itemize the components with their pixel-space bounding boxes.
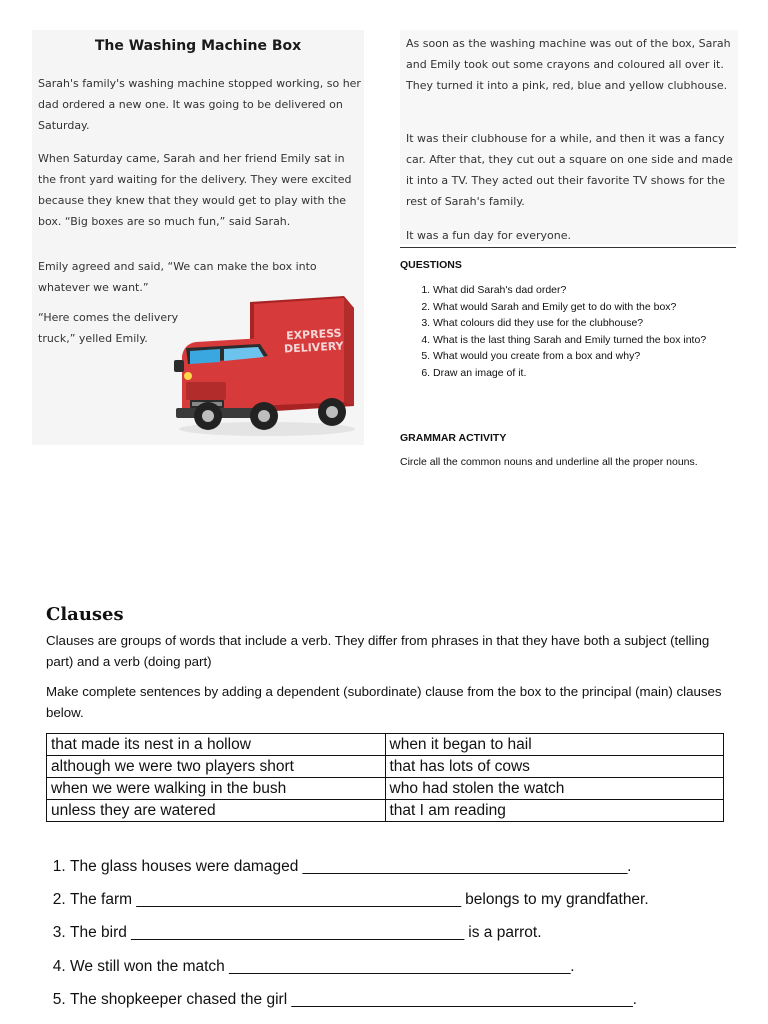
question-item: 6. Draw an image of it. — [433, 365, 768, 382]
grammar-instruction: Circle all the common nouns and underline all the proper nouns. — [400, 456, 698, 468]
sentence-start: The bird — [70, 924, 132, 942]
table-cell: when we were walking in the bush — [47, 778, 386, 800]
story-paragraph-6: It was their clubhouse for a while, and then it was a fancy car. After that, they cut out a square on one side and made it into a TV. They acted out their favorite TV shows for the rest of Sarah's family. — [406, 132, 733, 208]
table-cell: that I am reading — [385, 800, 724, 822]
story-paragraph-2: When Saturday came, Sarah and her friend Emily sat in the front yard waiting for the delivery. They were excited because they knew that they would get to play with the box. “Big boxes are so much fun,” said Sarah. — [38, 152, 352, 228]
table-cell: unless they are watered — [47, 800, 386, 822]
sentence-start: We still won the match — [70, 957, 230, 975]
table-cell: when it began to hail — [385, 734, 724, 756]
sentence-start: The farm — [70, 891, 137, 909]
sentence-end: . — [627, 858, 632, 875]
story-title: The Washing Machine Box — [94, 38, 302, 54]
story-paragraph-7: It was a fun day for everyone. — [406, 229, 571, 242]
table-row — [47, 734, 724, 756]
question-item: 1. What did Sarah's dad order? — [433, 282, 768, 299]
answer-blank[interactable]: _________________________________________ — [229, 957, 571, 975]
truck-text-delivery: DELIVERY — [283, 339, 344, 356]
sentence-end: is a parrot. — [464, 924, 542, 942]
clauses-instruction: Make complete sentences by adding a dependent (subordinate) clause from the box to the principal (main) clauses below. — [46, 684, 722, 720]
table-row — [47, 778, 724, 800]
clauses-title: Clauses — [46, 604, 124, 625]
questions-heading: QUESTIONS — [400, 259, 462, 271]
table-cell: that made its nest in a hollow — [47, 734, 386, 756]
sentence-item — [70, 988, 750, 1021]
table-cell: although we were two players short — [47, 756, 386, 778]
sentence-item — [70, 921, 750, 954]
sentence-exercise-list — [46, 855, 750, 1021]
question-item: 4. What is the last thing Sarah and Emily turned the box into? — [433, 332, 768, 349]
question-item: 5. What would you create from a box and why? — [433, 348, 768, 365]
grammar-heading: GRAMMAR ACTIVITY — [400, 432, 507, 444]
answer-blank[interactable]: _______________________________________ — [302, 858, 628, 875]
questions-list — [400, 282, 768, 382]
clauses-intro: Clauses are groups of words that include a verb. They differ from phrases in that they have both a subject (telling part) and a verb (doing part) — [46, 633, 710, 669]
table-row — [47, 800, 724, 822]
answer-blank[interactable]: _______________________________________ — [136, 891, 461, 909]
story-paragraph-5: As soon as the washing machine was out of the box, Sarah and Emily took out some crayons and coloured all over it. They turned it into a pink, red, blue and yellow clubhouse. — [406, 37, 731, 92]
truck-text-express: EXPRESS — [285, 326, 342, 343]
sentence-start: The shopkeeper chased the girl — [70, 990, 292, 1008]
sentence-end: . — [632, 990, 637, 1008]
story-paragraph-1: Sarah's family's washing machine stopped working, so her dad ordered a new one. It was going to be delivered on Saturday. — [38, 77, 361, 132]
section-divider — [400, 247, 736, 248]
table-row — [47, 756, 724, 778]
question-item: 3. What colours did they use for the clubhouse? — [433, 315, 768, 332]
story-paragraph-4: “Here comes the delivery truck,” yelled Emily. — [38, 311, 179, 345]
sentence-item — [70, 855, 750, 888]
story-paragraph-3: Emily agreed and said, “We can make the box into whatever we want.” — [38, 260, 317, 294]
table-cell: who had stolen the watch — [385, 778, 724, 800]
sentence-item — [70, 955, 750, 988]
sentence-start: The glass houses were damaged — [70, 858, 303, 875]
sentence-item — [70, 888, 750, 921]
question-item: 2. What would Sarah and Emily get to do with the box? — [433, 299, 768, 316]
sentence-end: . — [570, 957, 575, 975]
sentence-end: belongs to my grandfather. — [460, 891, 649, 909]
answer-blank[interactable]: ________________________________________ — [131, 924, 464, 942]
delivery-truck-image — [172, 294, 362, 440]
table-cell: that has lots of cows — [385, 756, 724, 778]
answer-blank[interactable]: _________________________________________ — [291, 990, 633, 1008]
clause-box-table — [46, 733, 724, 822]
